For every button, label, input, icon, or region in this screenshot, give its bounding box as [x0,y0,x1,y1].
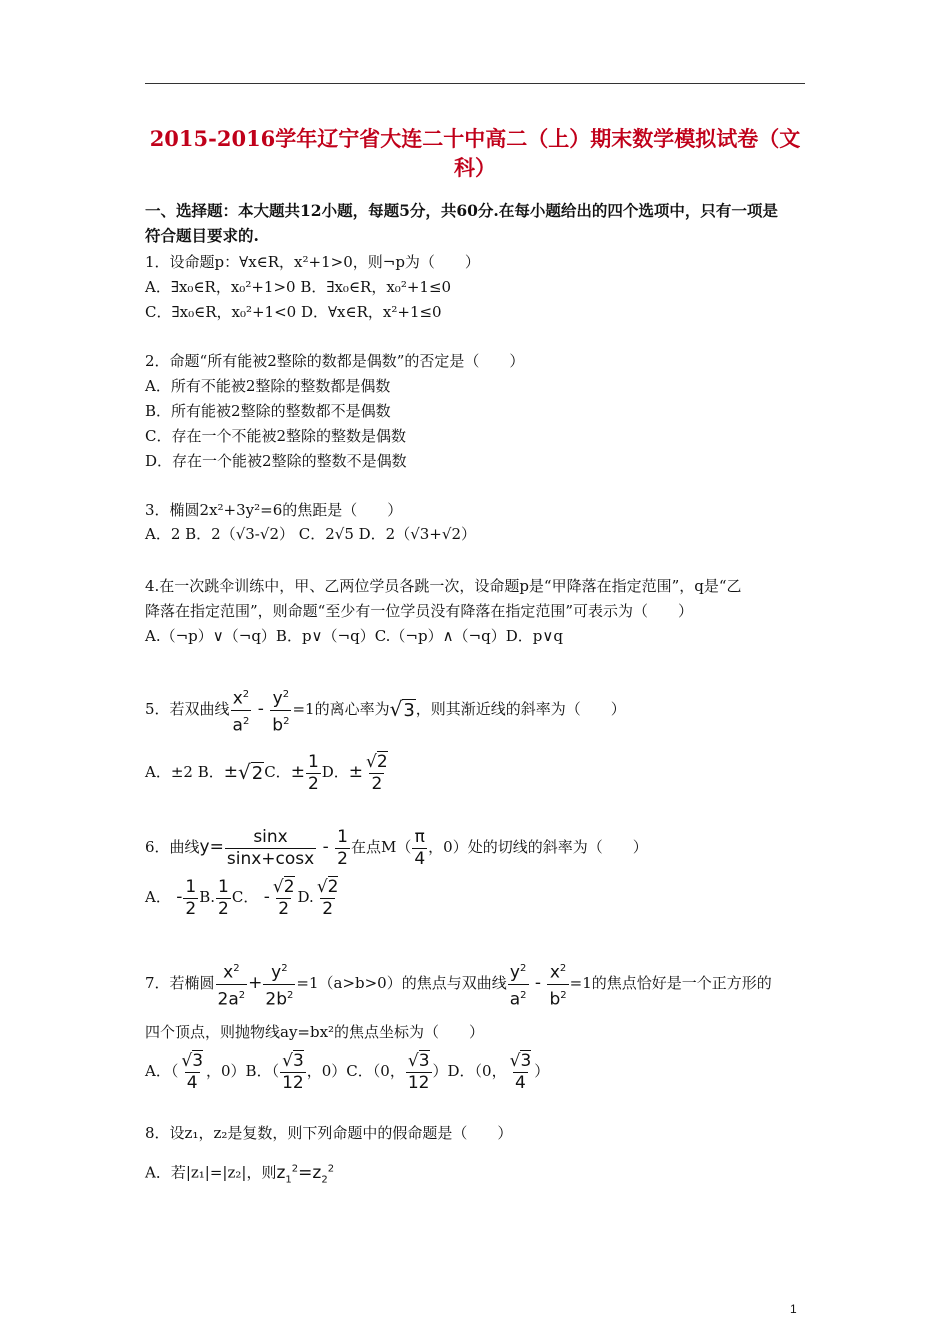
q4-stem: 4.在一次跳伞训练中，甲、乙两位学员各跳一次，设命题p是“甲降落在指定范围”，q是“乙 [145,577,742,595]
q8-option-a-formula: $z_1^2=z_2^2$ [276,1162,335,1186]
title-line-1: 2015-2016学年辽宁省大连二十中高二（上）期末数学模拟试卷（文 [149,126,801,151]
page-title [140,124,810,182]
q3-stem: 3．椭圆2x²+3y²=6的焦距是（ ） [145,501,403,519]
q7-stem: 7．若椭圆 $\frac{x^2}{2a^2}$ + $\frac{y^2}{2b^2}$ =1（a>b>0）的焦点与双曲线 $\frac{y^2}{a^2}$ - $\frac{x^2}{b^2}$ =1的焦点恰好是一个正方形的 [145,957,772,1010]
q7-stem-cont: 四个顶点，则抛物线ay=bx²的焦点坐标为（ ） [145,1023,485,1041]
q6-option-a-fraction: $\frac{1}{2}$ [185,876,197,919]
q7-options: A．（ $\frac{√3}{4}$ ，0）B．（ $\frac{√3}{12}$ ，0）C．（0， $\frac{√3}{12}$ ）D．（0， $\frac{√3}{4}$ ） [145,1050,550,1093]
q1-stem: 1．设命题p：∀x∈R，x²+1>0，则¬p为（ ） [145,253,480,271]
q7-option-d-fraction: $\frac{√3}{4}$ [509,1050,532,1093]
q5-sqrt-2: √2 [238,760,264,784]
q2-option-d: D．存在一个能被2整除的整数不是偶数 [145,452,407,470]
q4-stem-cont: 降落在指定范围”，则命题“至少有一位学员没有降落在指定范围”可表示为（ ） [145,602,694,620]
q7-hyperbola-fraction-y: $\frac{y^2}{a^2}$ [509,962,527,1010]
q5-fraction-sqrt2-2: $\frac{√2}{2}$ [366,751,388,794]
q6-fraction-sinx: $\frac{\sin x}{\sin x+\cos x}$ [226,826,315,869]
q7-option-a-fraction: $\frac{√3}{4}$ [181,1050,204,1093]
q5-stem: 5．若双曲线 $\frac{x^2}{a^2}$ - $\frac{y^2}{b^2}$ =1的离心率为√3，则其渐近线的斜率为（ ） [145,684,626,736]
q5-fraction-half: $\frac{1}{2}$ [307,751,319,794]
q6-stem: 6．曲线y= $\frac{\sin x}{\sin x+\cos x}$ - $\frac{1}{2}$ 在点M（ $\frac{\pi}{4}$ ，0）处的切线的斜率为（ ） [145,826,648,869]
q8-stem: 8．设z₁，z₂是复数，则下列命题中的假命题是（ ） [145,1124,513,1142]
q2-stem: 2．命题“所有能被2整除的数都是偶数”的否定是（ ） [145,352,525,370]
q5-sqrt-3: √3 [389,697,415,722]
q6-fraction-half: $\frac{1}{2}$ [337,826,348,869]
section-heading: 一、选择题：本大题共12小题，每题5分，共60分.在每小题给出的四个选项中，只有一项是 [145,201,778,220]
q5-fraction-y: $\frac{y^2}{b^2}$ [272,688,290,736]
q4-options: A.（¬p）∨（¬q）B．p∨（¬q）C.（¬p）∧（¬q）D．p∨q [145,627,563,645]
q6-option-c-fraction: $\frac{√2}{2}$ [272,876,295,919]
q7-option-b-fraction: $\frac{√3}{12}$ [282,1050,304,1093]
q1-options-cd: C．∃x₀∈R，x₀²+1<0 D．∀x∈R，x²+1≤0 [145,303,442,321]
section-heading-cont: 符合题目要求的. [145,226,259,245]
q1-options-ab: A．∃x₀∈R，x₀²+1>0 B．∃x₀∈R，x₀²+1≤0 [145,278,452,296]
q6-fraction-pi-4: $\frac{\pi}{4}$ [414,826,426,869]
header-rule [145,83,805,84]
q5-fraction-x: $\frac{x^2}{a^2}$ [232,688,250,736]
page-number: 1 [790,1302,797,1316]
q2-option-b: B．所有能被2整除的整数都不是偶数 [145,402,391,420]
title-line-2: 科） [454,155,496,180]
q5-options: A．±2 B．±√2C．± $\frac{1}{2}$ D．± $\frac{√2}{2}$ [145,748,391,798]
q3-options: A．2 B．2（√3-√2） C．2√5 D．2（√3+√2） [145,525,476,543]
q6-options: A． - $\frac{1}{2}$ B. $\frac{1}{2}$ C． - $\frac{√2}{2}$ D. $\frac{√2}{2}$ [145,876,339,919]
q6-option-d-fraction: $\frac{√2}{2}$ [316,876,339,919]
q7-ellipse-fraction-y: $\frac{y^2}{2b^2}$ [265,962,294,1010]
q7-option-c-fraction: $\frac{√3}{12}$ [407,1050,430,1093]
q2-option-a: A．所有不能被2整除的整数都是偶数 [145,377,391,395]
q2-option-c: C．存在一个不能被2整除的整数是偶数 [145,427,407,445]
q7-hyperbola-fraction-x: $\frac{x^2}{b^2}$ [549,962,567,1010]
q7-ellipse-fraction-x: $\frac{x^2}{2a^2}$ [217,962,246,1010]
q6-option-b-fraction: $\frac{1}{2}$ [218,876,229,919]
q8-option-a: A．若|z₁|=|z₂|，则$z_1^2=z_2^2$ [145,1162,335,1186]
